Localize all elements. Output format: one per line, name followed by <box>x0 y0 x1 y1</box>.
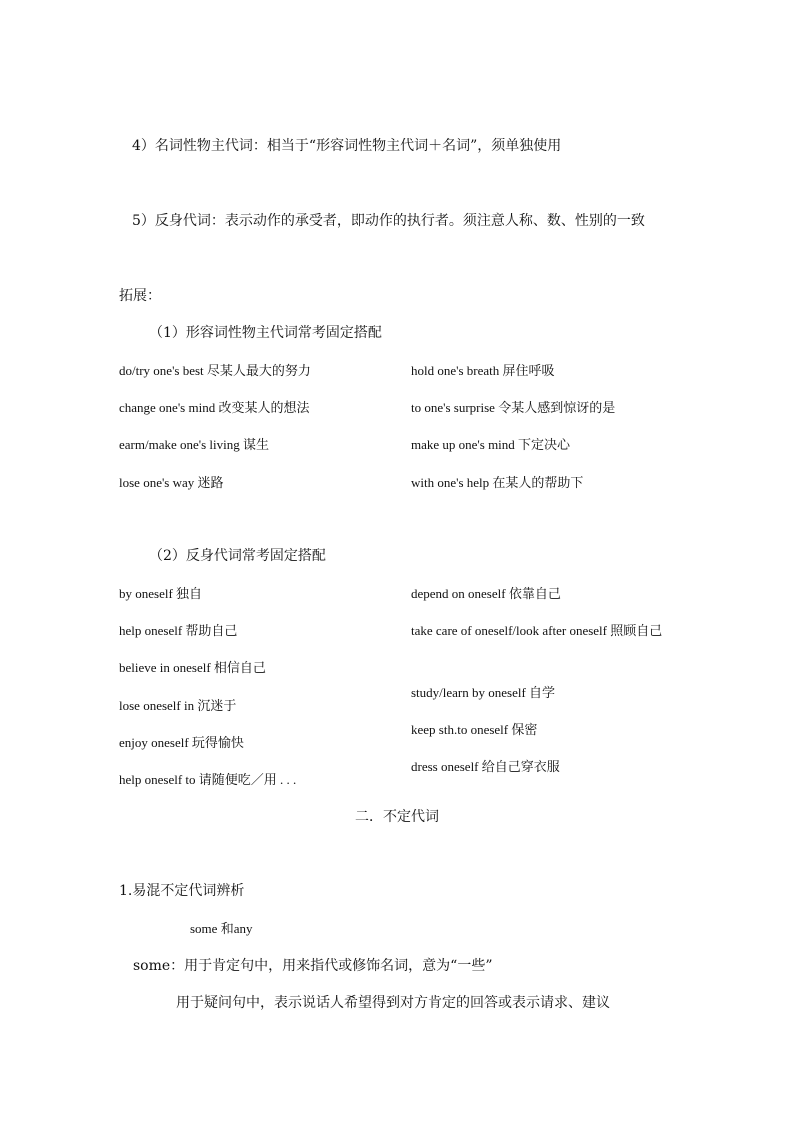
point-1: 1.易混不定代词辨析 <box>119 883 245 899</box>
phrase-right: depend on oneself 依靠自己 <box>411 586 561 601</box>
phrase-right: take care of oneself/look after oneself 照顾自己 <box>411 623 663 638</box>
phrase-right: hold one's breath 屏住呼吸 <box>411 363 555 378</box>
item-4-possessive-pronoun: 4）名词性物主代词：相当于“形容词性物主代词＋名词”，须单独使用 <box>132 138 562 154</box>
phrase-left: change one's mind 改变某人的想法 <box>119 400 310 415</box>
some-usage-affirmative: some：用于肯定句中，用来指代或修饰名词，意为“一些” <box>133 958 493 974</box>
some-any-label: some 和any <box>190 921 253 936</box>
phrase-right: dress oneself 给自己穿衣服 <box>411 759 560 774</box>
expand-label: 拓展： <box>119 288 161 304</box>
phrase-left: help oneself 帮助自己 <box>119 623 238 638</box>
some-usage-question: 用于疑问句中，表示说话人希望得到对方肯定的回答或表示请求、建议 <box>176 995 610 1011</box>
phrase-right: keep sth.to oneself 保密 <box>411 722 538 737</box>
sub2-title: （2）反身代词常考固定搭配 <box>149 548 326 564</box>
phrase-left: by oneself 独自 <box>119 586 203 601</box>
phrase-right: make up one's mind 下定决心 <box>411 437 571 452</box>
section-heading: 二．不定代词 <box>355 809 439 825</box>
item-5-reflexive-pronoun: 5）反身代词：表示动作的承受者，即动作的执行者。须注意人称、数、性别的一致 <box>132 213 645 229</box>
phrase-left: believe in oneself 相信自己 <box>119 660 266 675</box>
phrase-left: lose oneself in 沉迷于 <box>119 698 237 713</box>
phrase-left: help oneself to 请随便吃／用 . . . <box>119 772 297 787</box>
phrase-left: lose one's way 迷路 <box>119 475 224 490</box>
phrase-left: earm/make one's living 谋生 <box>119 437 270 452</box>
phrase-right: with one's help 在某人的帮助下 <box>411 475 584 490</box>
phrase-left: do/try one's best 尽某人最大的努力 <box>119 363 311 378</box>
phrase-right: to one's surprise 令某人感到惊讶的是 <box>411 400 616 415</box>
phrase-left: enjoy oneself 玩得愉快 <box>119 735 244 750</box>
sub1-title: （1）形容词性物主代词常考固定搭配 <box>149 325 382 341</box>
phrase-right: study/learn by oneself 自学 <box>411 685 556 700</box>
